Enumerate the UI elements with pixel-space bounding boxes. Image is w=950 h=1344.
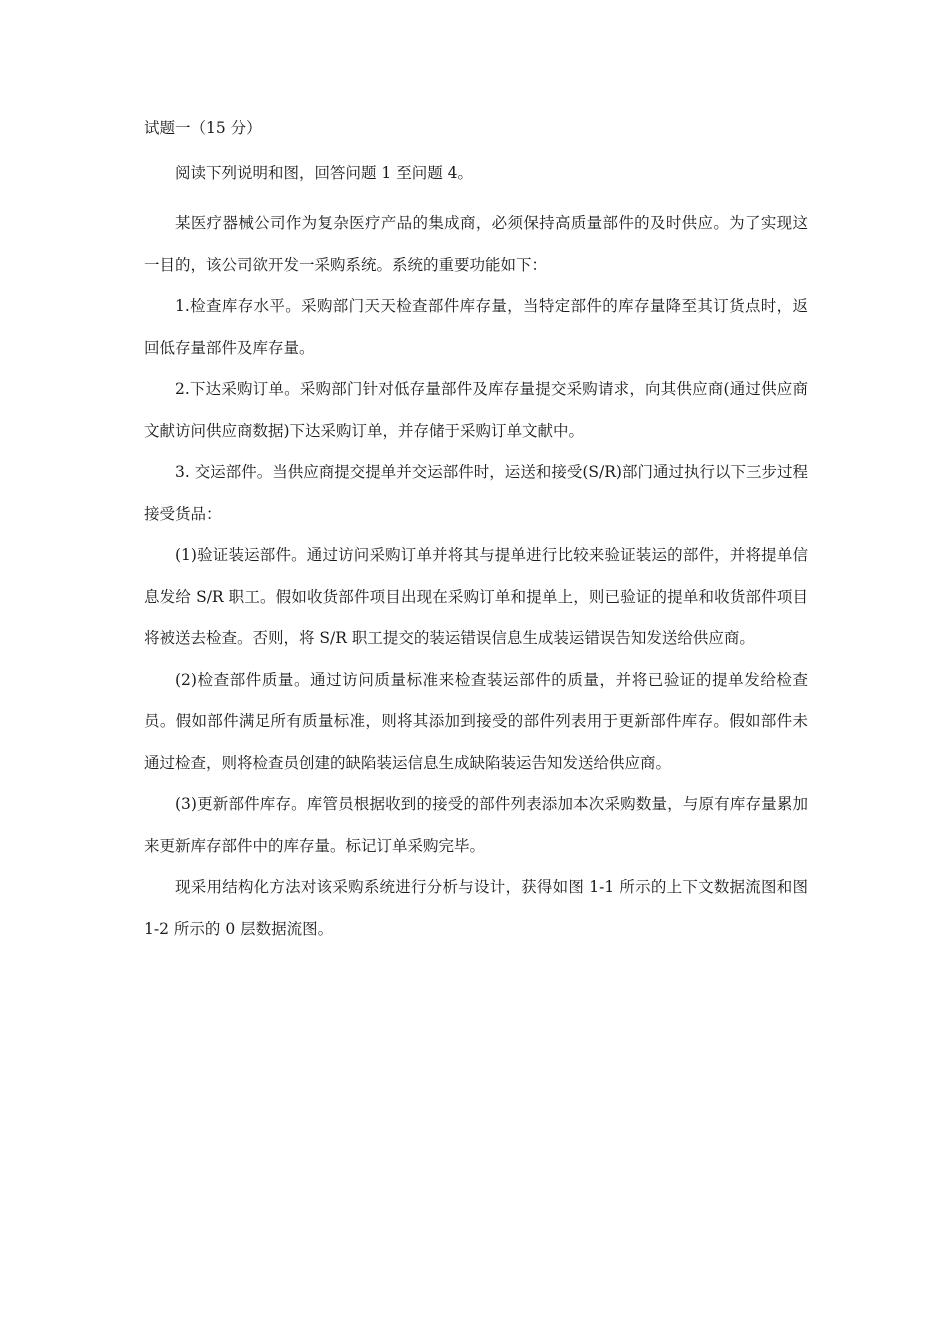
function-2-paragraph: 2.下达采购订单。采购部门针对低存量部件及库存量提交采购请求，向其供应商(通过供应商文献访问供应商数据)下达采购订单，并存储于采购订单文献中。 [144,380,808,440]
background-paragraph: 某医疗器械公司作为复杂医疗产品的集成商，必须保持高质量部件的及时供应。为了实现这一目的，该公司欲开发一采购系统。系统的重要功能如下： [144,214,808,274]
instruction-paragraph: 阅读下列说明和图，回答问题 1 至问题 4。 [175,164,474,182]
question-title: 试题一（15 分） [144,119,262,137]
method-paragraph: 现采用结构化方法对该采购系统进行分析与设计，获得如图 1-1 所示的上下文数据流图和图 1-2 所示的 0 层数据流图。 [144,878,808,938]
step-2-paragraph: (2)检查部件质量。通过访问质量标准来检查装运部件的质量，并将已验证的提单发给检查员。假如部件满足所有质量标准，则将其添加到接受的部件列表用于更新部件库存。假如部件未通过检查，则将检查员创建的缺陷装运信息生成缺陷装运告知发送给供应商。 [144,670,808,772]
document-page [144,118,808,950]
function-3-paragraph: 3. 交运部件。当供应商提交提单并交运部件时，运送和接受(S/R)部门通过执行以下三步过程接受货品： [144,463,808,523]
step-3-paragraph: (3)更新部件库存。库管员根据收到的接受的部件列表添加本次采购数量，与原有库存量累加来更新库存部件中的库存量。标记订单采购完毕。 [144,795,808,855]
function-1-paragraph: 1.检查库存水平。采购部门天天检查部件库存量，当特定部件的库存量降至其订货点时，返回低存量部件及库存量。 [144,297,808,357]
step-1-paragraph: (1)验证装运部件。通过访问采购订单并将其与提单进行比较来验证装运的部件，并将提单信息发给 S/R 职工。假如收货部件项目出现在采购订单和提单上，则已验证的提单和收货部件项目将被送去检查。否则，将 S/R 职工提交的装运错误信息生成装运错误告知发送给供应商。 [144,546,808,647]
